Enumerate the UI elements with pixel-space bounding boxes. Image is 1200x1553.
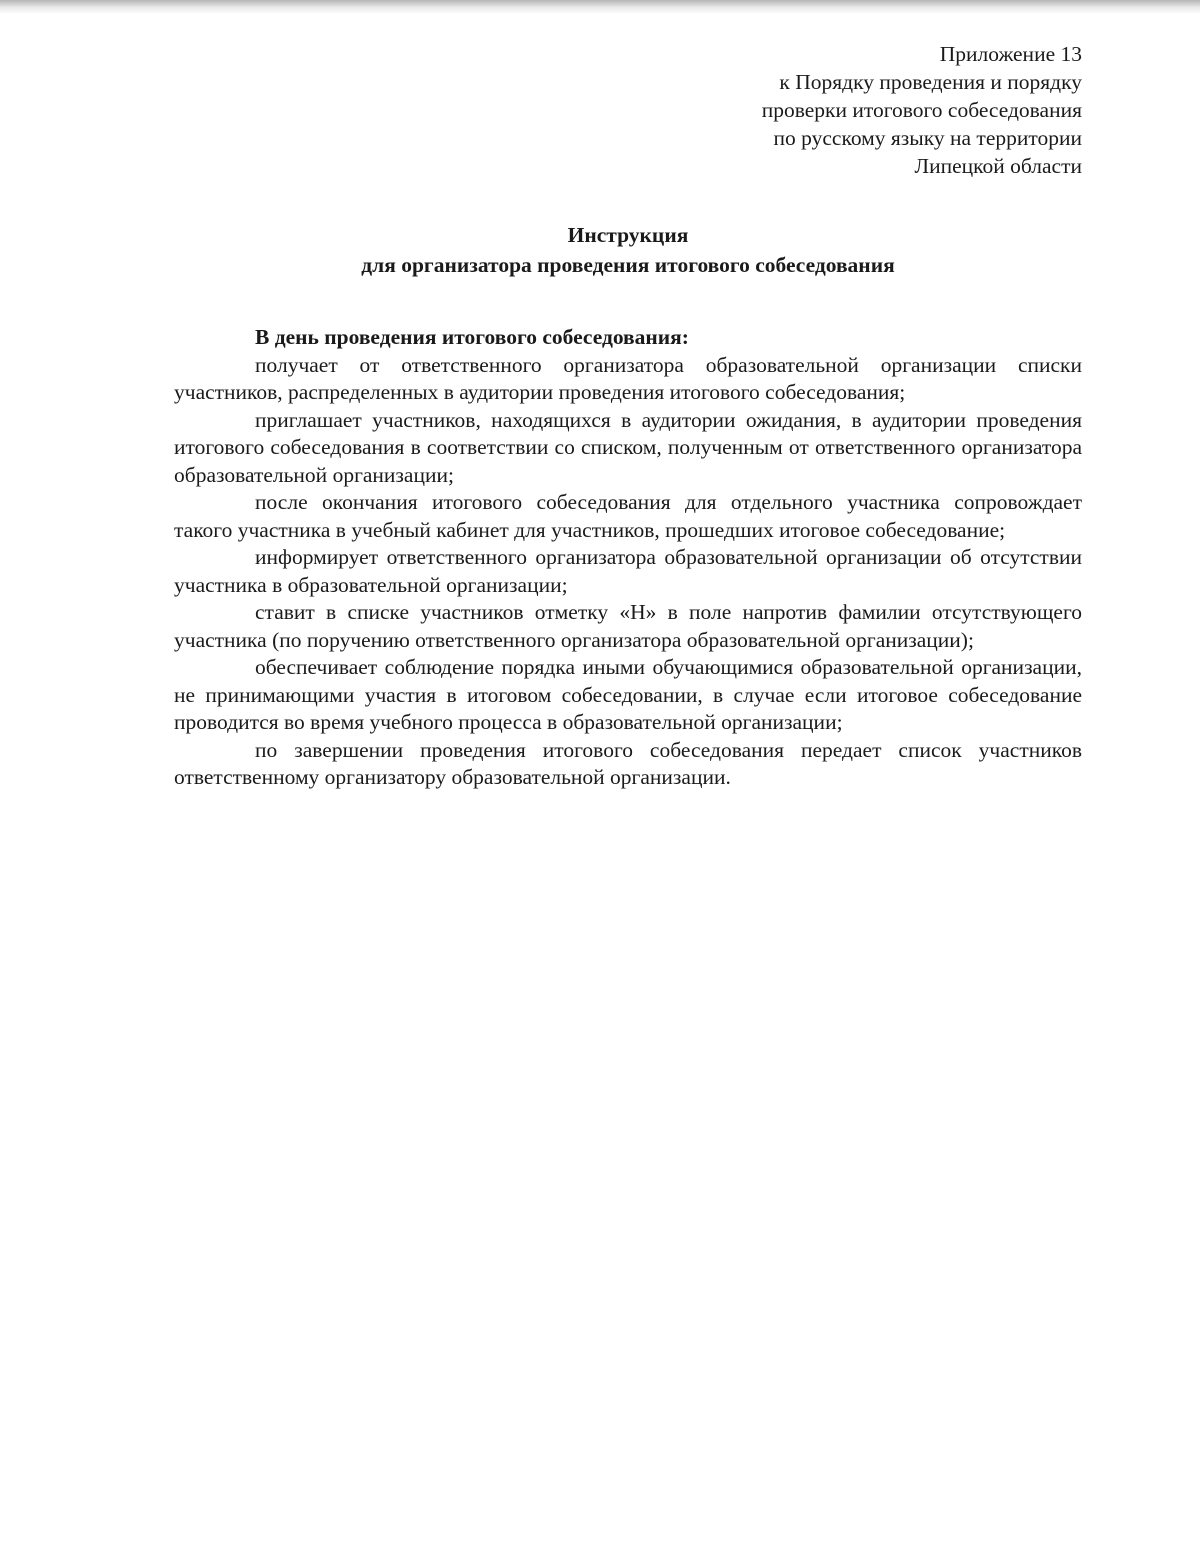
- appendix-line: проверки итогового собеседования: [761, 98, 1082, 122]
- instruction-paragraph: после окончания итогового собеседования для отдельного участника сопровождает такого участника в учебный кабинет для участников, прошедших итоговое собеседование;: [174, 490, 1082, 542]
- appendix-note: [174, 40, 1082, 180]
- document-title: [174, 220, 1082, 280]
- appendix-line: Приложение 13: [939, 42, 1082, 66]
- instruction-paragraph: обеспечивает соблюдение порядка иными обучающимися образовательной организации, не принимающими участия в итоговом собеседовании, в случае если итоговое собеседование проводится во время учебного процесса в образовательной организации;: [174, 655, 1082, 734]
- title-line-2: для организатора проведения итогового собеседования: [361, 253, 895, 277]
- instruction-paragraph: приглашает участников, находящихся в аудитории ожидания, в аудитории проведения итогового собеседования в соответствии со списком, полученным от ответственного организатора образовательной организации;: [174, 407, 1082, 487]
- appendix-line: по русскому языку на территории: [773, 126, 1082, 150]
- section-heading: В день проведения итогового собеседования:: [255, 325, 689, 349]
- document-page: [174, 40, 1082, 792]
- document-body: [174, 324, 1082, 792]
- instruction-paragraph: получает от ответственного организатора образовательной организации списки участников, распределенных в аудитории проведения итогового собеседования;: [174, 352, 1082, 404]
- scan-edge-artifact: [0, 0, 1200, 14]
- appendix-line: к Порядку проведения и порядку: [779, 70, 1082, 94]
- title-line-1: Инструкция: [567, 223, 689, 247]
- instruction-paragraph: по завершении проведения итогового собеседования передает список участников ответственному организатору образовательной организации.: [174, 737, 1082, 789]
- appendix-line: Липецкой области: [914, 154, 1082, 178]
- instruction-paragraph: ставит в списке участников отметку «Н» в поле напротив фамилии отсутствующего участника (по поручению ответственного организатора образовательной организации);: [174, 600, 1082, 652]
- instruction-paragraph: информирует ответственного организатора образовательной организации об отсутствии участника в образовательной организации;: [174, 545, 1082, 597]
